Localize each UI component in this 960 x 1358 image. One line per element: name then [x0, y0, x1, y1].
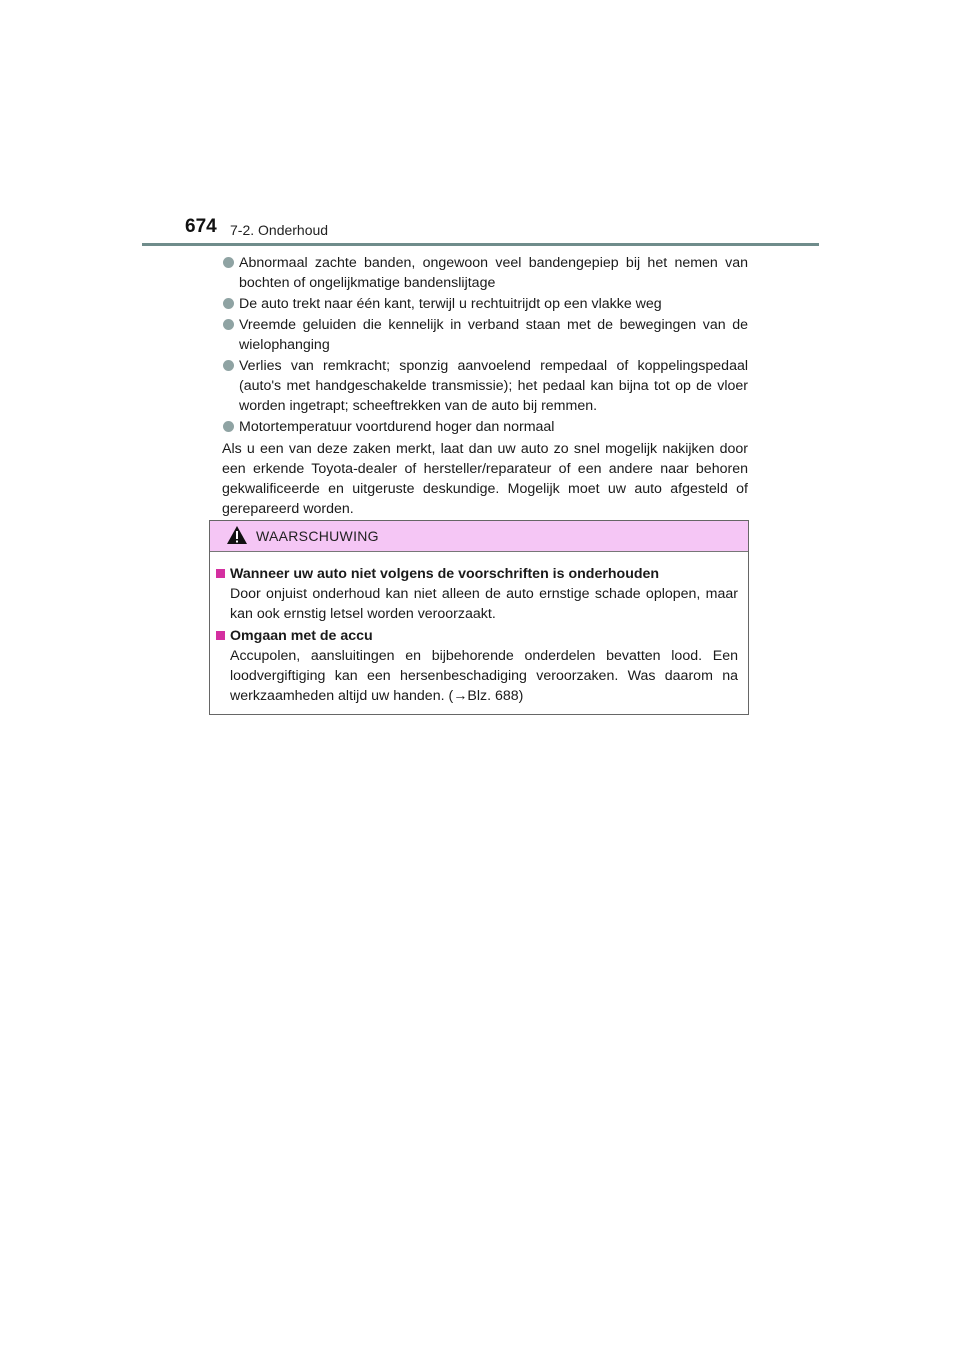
bullet-dot-icon: [223, 360, 234, 371]
bullet-dot-icon: [223, 298, 234, 309]
warning-triangle-icon: [226, 525, 248, 545]
warning-body: [210, 552, 748, 706]
warning-item: [216, 626, 738, 706]
bullet-dot-icon: [223, 421, 234, 432]
page-number: 674: [185, 216, 217, 237]
list-item: [222, 356, 748, 416]
warning-item-text: Accupolen, aansluitingen en bijbehorende onderdelen bevatten lood. Een loodvergiftiging kan een hersenbeschadiging veroorzaken. Was daarom na werkzaamheden altijd uw handen. (→Blz. 688): [230, 648, 738, 704]
list-item: [222, 315, 748, 355]
list-item-text: Vreemde geluiden die kennelijk in verband staan met de bewegingen van de wielophanging: [239, 317, 748, 353]
section-title: 7-2. Onderhoud: [230, 222, 329, 238]
warning-item-heading-text: Omgaan met de accu: [230, 628, 373, 644]
list-item-text: Motortemperatuur voortdurend hoger dan normaal: [239, 419, 555, 435]
body-paragraph: Als u een van deze zaken merkt, laat dan uw auto zo snel mogelijk nakijken door een erkende Toyota-dealer of hersteller/reparateur of een andere naar behoren gekwalificeerde en uitgeruste deskundige. Mogelijk moet uw auto afgesteld of gerepareerd worden.: [222, 441, 748, 517]
list-item: [222, 294, 748, 314]
warning-title: WAARSCHUWING: [256, 528, 379, 544]
warning-item-heading-text: Wanneer uw auto niet volgens de voorschriften is onderhouden: [230, 566, 660, 582]
main-content: [222, 253, 748, 519]
list-item-text: Abnormaal zachte banden, ongewoon veel bandengepiep bij het nemen van bochten of ongelijkmatige bandenslijtage: [239, 255, 748, 291]
bullet-dot-icon: [223, 257, 234, 268]
warning-box: [209, 520, 749, 715]
square-bullet-icon: [216, 631, 225, 640]
warning-item-text: Door onjuist onderhoud kan niet alleen de auto ernstige schade oplopen, maar kan ook ernstig letsel worden veroorzaakt.: [230, 586, 738, 622]
square-bullet-icon: [216, 569, 225, 578]
warning-item-heading: [216, 564, 738, 584]
list-item-text: De auto trekt naar één kant, terwijl u rechtuitrijdt op een vlakke weg: [239, 296, 662, 312]
list-item: [222, 253, 748, 293]
header-rule: [142, 243, 819, 246]
warning-header: [210, 521, 748, 552]
bullet-dot-icon: [223, 319, 234, 330]
list-item: [222, 417, 748, 437]
warning-item: [216, 564, 738, 624]
list-item-text: Verlies van remkracht; sponzig aanvoelend rempedaal of koppelingspedaal (auto's met handgeschakelde transmissie); het pedaal kan bijna tot op de vloer worden ingetrapt; scheeftrekken van de auto bij remmen.: [239, 358, 748, 414]
warning-item-heading: [216, 626, 738, 646]
